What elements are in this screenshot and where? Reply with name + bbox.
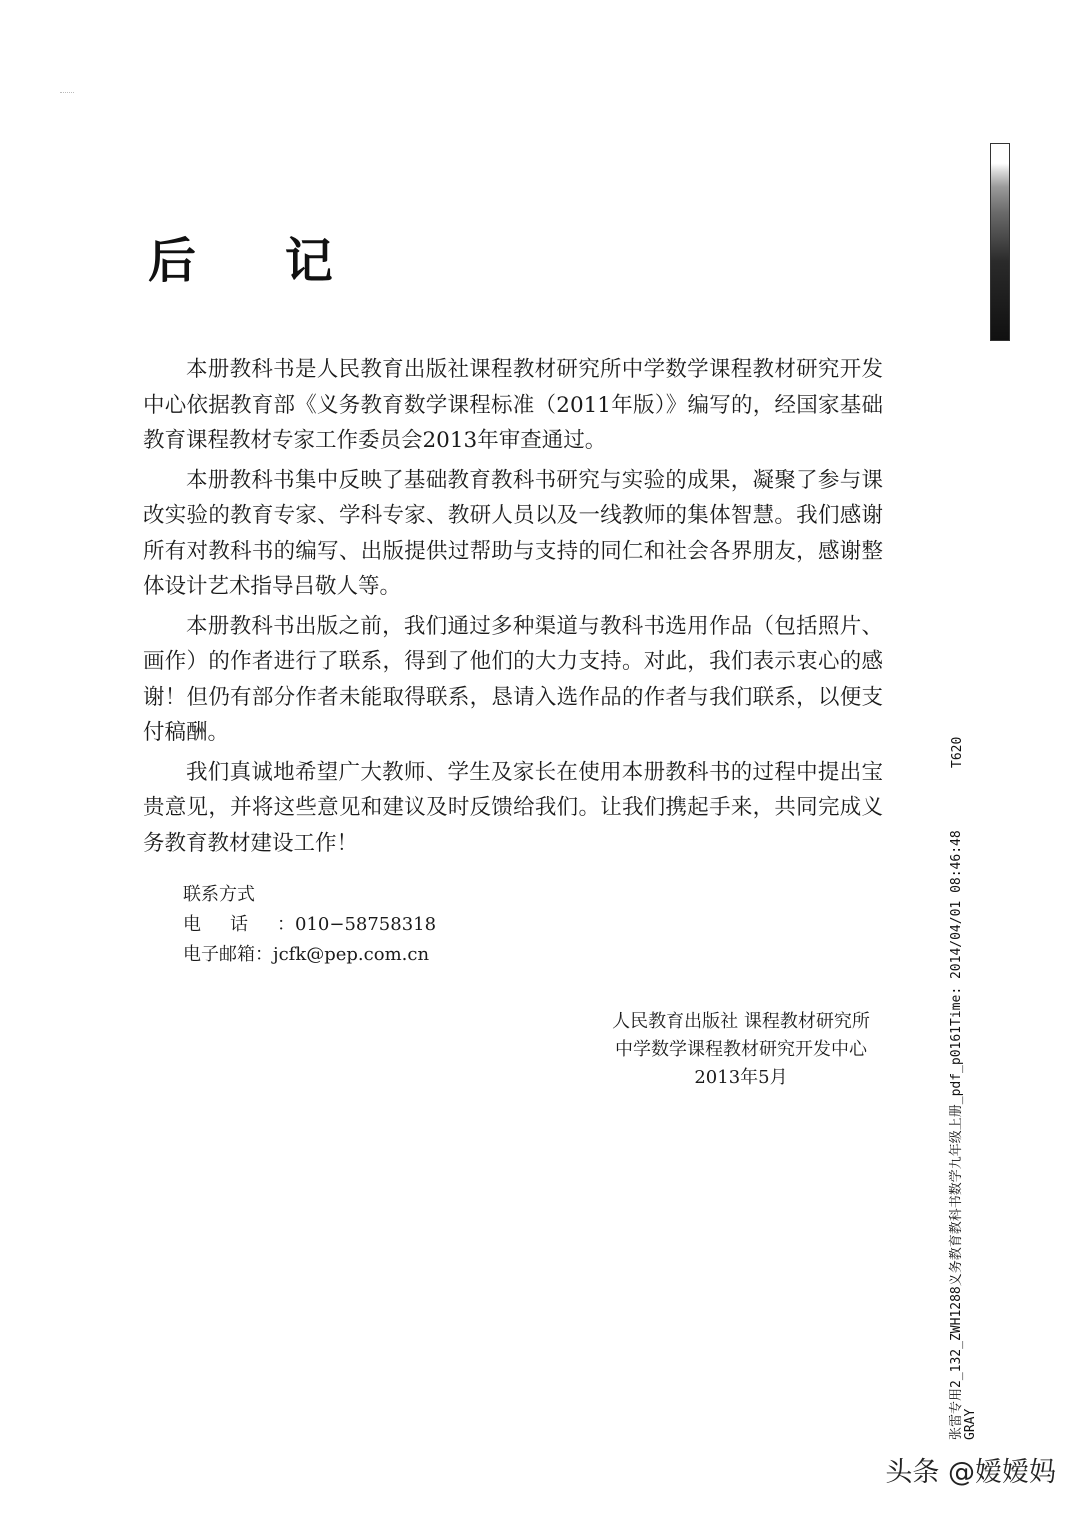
phone-label: 电话 (183, 914, 277, 935)
signature-line-1: 人民教育出版社 课程教材研究所 (612, 1011, 870, 1032)
side-print-file-line: 张雷专用2_132_ZWH1288义务教育教科书数学九年级上册_pdf_p0161Time: 2014/04/01 08:46:48 (949, 830, 964, 1440)
phone-value: ：010−58758318 (277, 914, 437, 935)
contact-phone-row (183, 910, 436, 940)
afterword-body (143, 352, 883, 865)
side-print-code: T620 (950, 736, 965, 768)
email-label: 电子邮箱 (183, 944, 255, 965)
contact-block (183, 880, 436, 970)
paragraph-2: 本册教科书集中反映了基础教育教科书研究与实验的成果，凝聚了参与课改实验的教育专家、学科专家、教研人员以及一线教师的集体智慧。我们感谢所有对教科书的编写、出版提供过帮助与支持的同仁和社会各界朋友，感谢整体设计艺术指导吕敬人等。 (143, 467, 883, 599)
side-print-info (950, 830, 978, 1440)
side-print-mode: GRAY (963, 1408, 978, 1440)
paragraph-4: 我们真诚地希望广大教师、学生及家长在使用本册教科书的过程中提出宝贵意见，并将这些意见和建议及时反馈给我们。让我们携起手来，共同完成义务教育教材建设工作！ (143, 759, 883, 856)
publisher-signature (596, 1008, 886, 1092)
watermark: 头条 @嫒嫒妈 (885, 1457, 1056, 1488)
paragraph-3: 本册教科书出版之前，我们通过多种渠道与教科书选用作品（包括照片、画作）的作者进行了联系，得到了他们的大力支持。对此，我们表示衷心的感谢！但仍有部分作者未能取得联系，恳请入选作品的作者与我们联系，以便支付稿酬。 (143, 613, 883, 745)
paragraph-1: 本册教科书是人民教育出版社课程教材研究所中学数学课程教材研究开发中心依据教育部《义务教育数学课程标准（2011年版）》编写的，经国家基础教育课程教材专家工作委员会2013年审查通过。 (143, 357, 883, 453)
email-value: ：jcfk@pep.com.cn (255, 944, 430, 965)
signature-date: 2013年5月 (694, 1067, 788, 1088)
contact-heading: 联系方式 (183, 884, 255, 905)
signature-line-2: 中学数学课程教材研究开发中心 (615, 1039, 867, 1060)
scan-speck (60, 92, 74, 96)
contact-email-row (183, 940, 436, 970)
grayscale-calibration-bar (990, 143, 1010, 341)
page-title: 后 记 (148, 233, 369, 289)
